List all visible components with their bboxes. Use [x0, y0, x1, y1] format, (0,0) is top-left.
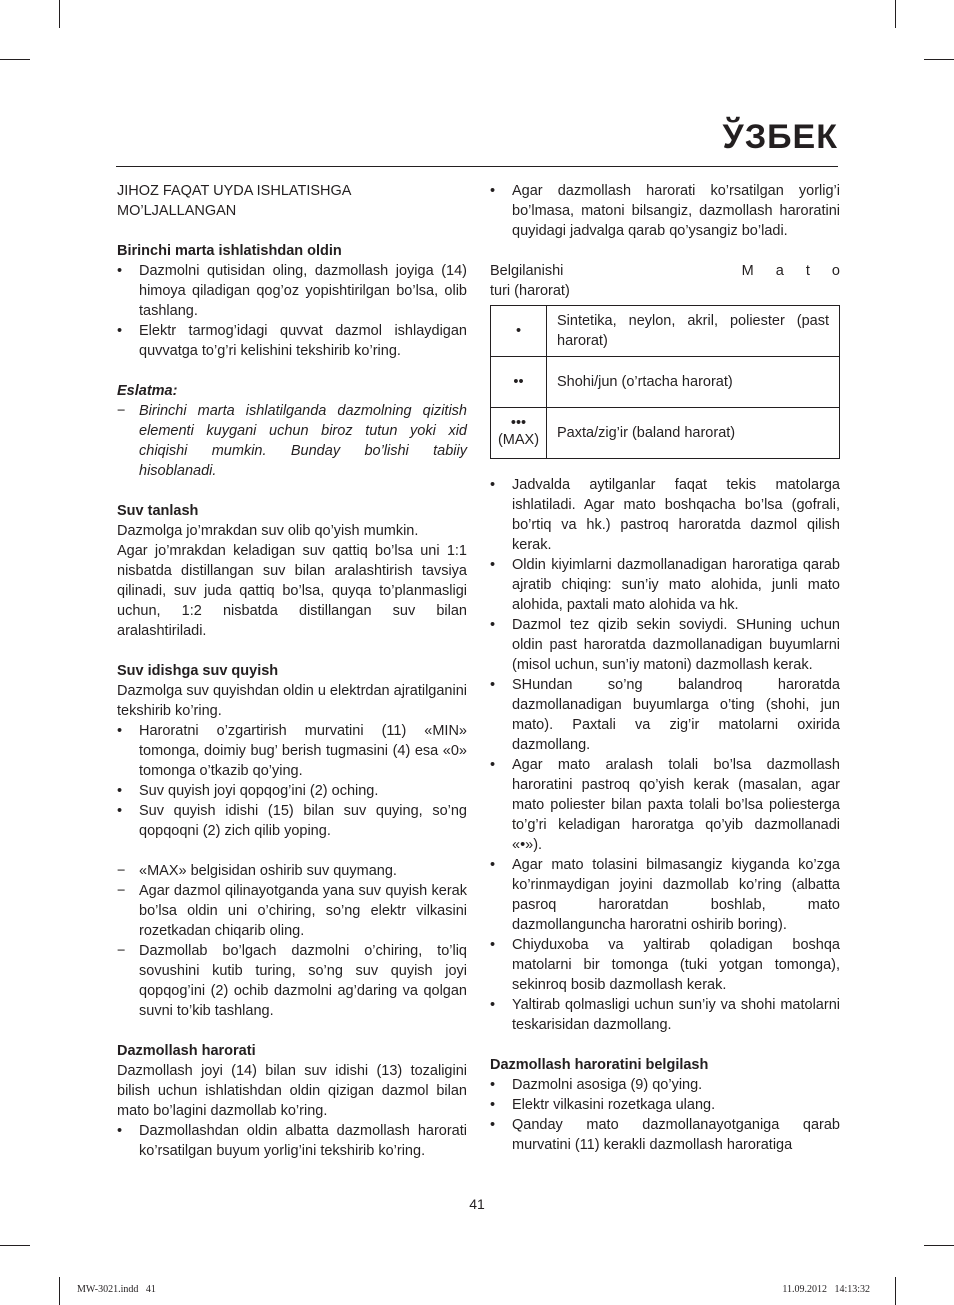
list-item: • Agar mato aralash tolali bo’lsa dazmollash haroratini pastroq qo’yish kerak (masalan, agar mato poliester bilan paxta tolali bo’lsa poliesterga to’g’ri keladigan haroratga qo’yib dazmollanadi «•»).: [490, 757, 840, 853]
bullet-icon: •: [490, 617, 496, 633]
section-heading: Birinchi marta ishlatishdan oldin: [117, 243, 342, 259]
temperature-symbol: ••• (MAX): [491, 408, 547, 459]
list-item: • Elektr vilkasini rozetkaga ulang.: [490, 1097, 716, 1113]
section-heading: Suv idishga suv quyish: [117, 663, 279, 679]
list-item: • Chiyduxoba va yaltirab qoladigan boshqa matolarni bir tomonga (tuki yotgan tomonga), sekinroq bosib dazmollash kerak.: [490, 937, 840, 993]
bullet-icon: •: [117, 323, 123, 339]
crop-mark: [0, 59, 30, 60]
paragraph: Dazmolga jo’mrakdan suv olib qo’yish mumkin.: [117, 523, 419, 539]
crop-mark: [895, 0, 896, 28]
intro-line: MO’LJALLANGAN: [117, 203, 237, 219]
dash-item: − «MAX» belgisidan oshirib suv quymang.: [117, 863, 397, 879]
table-row: [491, 408, 840, 459]
temperature-symbol: •: [491, 306, 547, 357]
note-item: − Birinchi marta ishlatilganda dazmolning qizitish elementi kuygani uchun biroz tutun yoki xid chiqishi mumkin. Bunday bo’lishi tabiiy hisoblanadi.: [117, 403, 467, 479]
crop-mark: [0, 1245, 30, 1246]
section-heading: Suv tanlash: [117, 503, 199, 519]
bullet-icon: •: [117, 723, 123, 739]
fabric-cell: Paxta/zig’ir (baland harorat): [547, 408, 840, 459]
bullet-icon: •: [490, 677, 496, 693]
bullet-icon: •: [490, 183, 496, 199]
bullet-icon: •: [117, 803, 123, 819]
list-item: • Suv quyish joyi qopqog’ini (2) oching.: [117, 783, 379, 799]
paragraph: Dazmollash joyi (14) bilan suv idishi (13) tozaligini bilish uchun ishlatishdan oldin qizigan dazmol bilan mato bo’lagini dazmollab ko’ring.: [117, 1063, 467, 1119]
dash-item: − Agar dazmol qilinayotganda yana suv quyish kerak bo’lsa oldin uni o’chiring, so’ng elektr vilkasini rozetkadan chiqarib oling.: [117, 883, 467, 939]
crop-mark: [924, 59, 954, 60]
intro-line: JIHOZ FAQAT UYDA ISHLATISHGA: [117, 183, 352, 199]
bullet-icon: •: [490, 937, 496, 953]
note-heading: Eslatma:: [117, 383, 178, 399]
page-number: 41: [469, 1196, 485, 1212]
list-item: • Haroratni o’zgartirish murvatini (11) «MIN» tomonga, doimiy bug’ berish tugmasini (4) esa «0» tomonga o’tkazib qo’ying.: [117, 723, 467, 779]
list-item: • Dazmollashdan oldin albatta dazmollash harorati ko’rsatilgan buyum yorlig’ini tekshirib ko’ring.: [117, 1123, 467, 1159]
list-item: • Dazmolni asosiga (9) qo’ying.: [490, 1077, 703, 1093]
dash-icon: −: [117, 883, 126, 899]
crop-mark: [895, 1277, 896, 1305]
footer-file: MW-3021.indd 41: [77, 1284, 156, 1295]
bullet-icon: •: [490, 1097, 496, 1113]
list-item: • Agar mato tolasini bilmasangiz kiyganda ko’zga ko’rinmaydigan joyini dazmollab ko’ring (albatta pasroq haroratdan boshlab, mato dazmollanguncha haroratni oshirib boring).: [490, 857, 840, 933]
bullet-icon: •: [490, 1077, 496, 1093]
bullet-icon: •: [490, 997, 496, 1013]
page-title: ЎЗБЕК: [722, 118, 838, 156]
list-item: • Qanday mato dazmollanayotganiga qarab murvatini (11) kerakli dazmollash haroratiga: [490, 1117, 840, 1153]
section-heading: Dazmollash haroratini belgilash: [490, 1057, 709, 1073]
crop-mark: [59, 1277, 60, 1305]
list-item: • Elektr tarmog’idagi quvvat dazmol ishlaydigan quvvatga to’g’ri kelishini tekshirib ko’ring.: [117, 323, 467, 359]
list-item: • Dazmolni qutisidan oling, dazmollash joyiga (14) himoya qiladigan qog’oz yopishtirilgan bo’lsa, olib tashlang.: [117, 263, 467, 319]
paragraph: Dazmolga suv quyishdan oldin u elektrdan ajratilganini tekshirib ko’ring.: [117, 683, 467, 719]
bullet-icon: •: [490, 477, 496, 493]
bullet-icon: •: [117, 1123, 123, 1139]
bullet-icon: •: [490, 857, 496, 873]
bullet-icon: •: [117, 783, 123, 799]
bullet-icon: •: [490, 757, 496, 773]
footer-date: 11.09.2012 14:13:32: [782, 1284, 870, 1295]
crop-mark: [59, 0, 60, 28]
list-item: • Yaltirab qolmasligi uchun sun’iy va shohi matolarni teskarisidan dazmollang.: [490, 997, 840, 1033]
dash-icon: −: [117, 943, 126, 959]
bullet-icon: •: [117, 263, 123, 279]
table-legend: [490, 261, 849, 281]
table-row: [491, 306, 840, 357]
dash-icon: −: [117, 863, 126, 879]
crop-mark: [924, 1245, 954, 1246]
temperature-table: [490, 305, 840, 459]
legend-fabric-label: M a t o: [741, 263, 849, 279]
legend-fabric-label-cont: turi (harorat): [490, 283, 570, 299]
list-item: • Jadvalda aytilganlar faqat tekis matolarga ishlatiladi. Agar mato boshqacha bo’lsa (gofrali, bo’rtiq va hk.) pastroq haroratda dazmol qilish kerak.: [490, 477, 840, 553]
list-item: • SHundan so’ng balandroq haroratda dazmollanadigan buyumlarga o’ting (shohi, jun mato). Paxtali va zig’ir matolarni oxirida dazmollang.: [490, 677, 840, 753]
table-row: [491, 357, 840, 408]
list-item: • Dazmol tez qizib sekin soviydi. SHuning uchun oldin past haroratda dazmollanadigan buyumlarni (misol uchun, sun’iy matoni) dazmollash kerak.: [490, 617, 840, 673]
fabric-cell: Sintetika, neylon, akril, poliester (past harorat): [547, 306, 840, 357]
left-column: [117, 181, 467, 1161]
list-item: • Agar dazmollash harorati ko’rsatilgan yorlig’i bo’lmasa, matoni bilsangiz, dazmollash haroratini quyidagi jadvalga qarab qo’ysangiz bo’ladi.: [490, 183, 840, 239]
legend-symbol-label: Belgilanishi: [490, 263, 564, 279]
dash-item: − Dazmollab bo’lgach dazmolni o’chiring, to’liq sovushini kutib turing, so’ng suv quyish joyi qopqog’ini (2) ochib dazmolni ag’daring va qolgan suvni to’kib tashlang.: [117, 943, 467, 1019]
section-heading: Dazmollash harorati: [117, 1043, 256, 1059]
paragraph: Agar jo’mrakdan keladigan suv qattiq bo’lsa uni 1:1 nisbatda distillangan suv bilan aralashtirish tavsiya qilinadi, suv juda qattiq bo’lsa, quyqa to’planmasligi uchun, 1:2 nisbatda distillangan suv bilan aralashtiriladi.: [117, 543, 467, 639]
list-item: • Oldin kiyimlarni dazmollanadigan haroratiga qarab ajratib chiqing: sun’iy mato alohida, junli mato alohida, paxtali mato alohida va hk.: [490, 557, 840, 613]
fabric-cell: Shohi/jun (o’rtacha harorat): [547, 357, 840, 408]
header-rule: [116, 166, 838, 167]
right-column: [490, 181, 849, 1155]
dash-icon: −: [117, 403, 126, 419]
temperature-symbol: ••: [491, 357, 547, 408]
bullet-icon: •: [490, 1117, 496, 1133]
list-item: • Suv quyish idishi (15) bilan suv quying, so’ng qopqoqni (2) zich qilib yoping.: [117, 803, 467, 839]
bullet-icon: •: [490, 557, 496, 573]
